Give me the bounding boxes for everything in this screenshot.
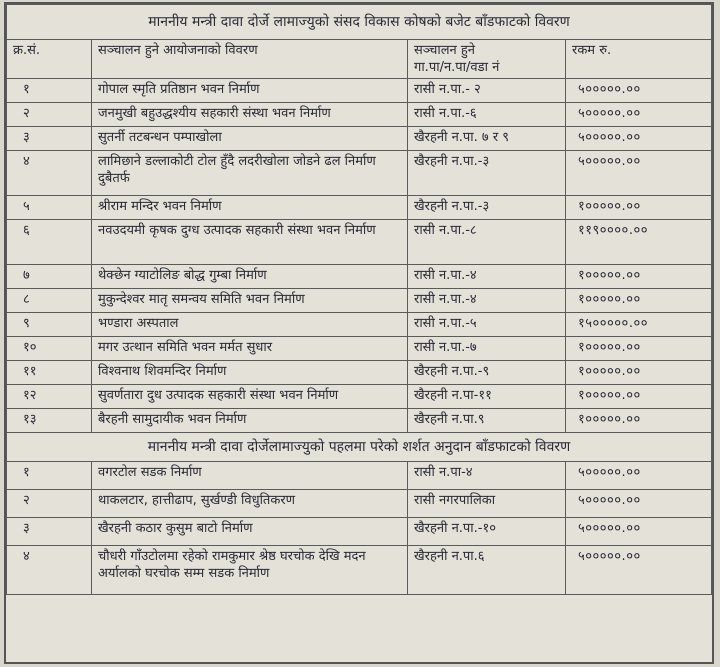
cell-project: सुतर्नी तटबन्धन पम्पाखोला	[92, 127, 408, 151]
cell-location: खैरहनी न.पा.-९	[408, 361, 566, 385]
cell-sn: १२	[7, 385, 92, 409]
cell-project: नवउदयमी कृषक दुग्ध उत्पादक सहकारी संस्था भवन निर्माण	[92, 220, 408, 265]
cell-project: गोपाल स्मृति प्रतिष्ठान भवन निर्माण	[92, 79, 408, 103]
cell-sn: ११	[7, 361, 92, 385]
cell-amount: ११९००००.००	[566, 220, 712, 265]
cell-amount: १०००००.००	[566, 289, 712, 313]
cell-amount: ५०००००.००	[566, 490, 712, 518]
header-sn: क्र.सं.	[7, 40, 92, 79]
table-row	[7, 151, 712, 196]
cell-location: खैरहनी न.पा-११	[408, 385, 566, 409]
cell-sn: ७	[7, 265, 92, 289]
section-one-body	[7, 79, 712, 433]
table-row	[7, 265, 712, 289]
cell-sn: ५	[7, 196, 92, 220]
cell-sn: ९	[7, 313, 92, 337]
cell-project: श्रीराम मन्दिर भवन निर्माण	[92, 196, 408, 220]
budget-table	[6, 4, 712, 595]
table-row	[7, 385, 712, 409]
header-location-line1: सञ्चालन हुने	[414, 43, 476, 58]
cell-project: जनमुखी बहुउद्धश्यीय सहकारी संस्था भवन निर्माण	[92, 103, 408, 127]
cell-location: खैरहनी न.पा.-१०	[408, 518, 566, 546]
cell-sn: ४	[7, 151, 92, 196]
cell-sn: २	[7, 103, 92, 127]
table-row	[7, 313, 712, 337]
cell-location: रासी न.पा.-८	[408, 220, 566, 265]
cell-amount: १०००००.००	[566, 361, 712, 385]
cell-amount: ५०००००.००	[566, 103, 712, 127]
table-title: माननीय मन्त्री दावा दोर्जे लामाज्युको संसद विकास कोषको बजेट बाँडफाटको विवरण	[7, 5, 712, 40]
cell-location: रासी नगरपालिका	[408, 490, 566, 518]
header-location-line2: गा.पा/न.पा/वडा नं	[414, 60, 500, 75]
table-row	[7, 127, 712, 151]
cell-amount: ५०००००.००	[566, 151, 712, 196]
cell-location: खैरहनी न.पा.९	[408, 409, 566, 433]
cell-project: भण्डारा अस्पताल	[92, 313, 408, 337]
cell-location: रासी न.पा-४	[408, 462, 566, 490]
header-location	[408, 40, 566, 79]
cell-sn: २	[7, 490, 92, 518]
cell-amount: ५०००००.००	[566, 127, 712, 151]
cell-sn: १	[7, 462, 92, 490]
cell-location: रासी न.पा.-७	[408, 337, 566, 361]
cell-project: थाकलटार, हात्तीढाप, सुर्खण्डी विधुतिकरण	[92, 490, 408, 518]
cell-sn: १	[7, 79, 92, 103]
cell-amount: १०००००.००	[566, 337, 712, 361]
cell-sn: ३	[7, 518, 92, 546]
budget-sheet	[4, 2, 714, 664]
cell-sn: १०	[7, 337, 92, 361]
cell-project: विश्वनाथ शिवमन्दिर निर्माण	[92, 361, 408, 385]
cell-project: बैरहनी सामुदायीक भवन निर्माण	[92, 409, 408, 433]
cell-project: मुकुन्देश्वर मातृ समन्वय समिति भवन निर्माण	[92, 289, 408, 313]
table-row	[7, 546, 712, 595]
cell-amount: १०००००.००	[566, 385, 712, 409]
cell-amount: १०००००.००	[566, 196, 712, 220]
cell-sn: ३	[7, 127, 92, 151]
cell-location: रासी न.पा.-४	[408, 289, 566, 313]
cell-location: रासी न.पा.- २	[408, 79, 566, 103]
cell-amount: १०००००.००	[566, 265, 712, 289]
table-row	[7, 103, 712, 127]
cell-project: थेक्छेन ग्याटोलिङ बोद्ध गुम्बा निर्माण	[92, 265, 408, 289]
cell-sn: ६	[7, 220, 92, 265]
cell-amount: १५०००००.००	[566, 313, 712, 337]
cell-project: खैरहनी कठार कुसुम बाटो निर्माण	[92, 518, 408, 546]
cell-project: मगर उत्थान समिति भवन मर्मत सुधार	[92, 337, 408, 361]
table-row	[7, 196, 712, 220]
table-row	[7, 289, 712, 313]
cell-sn: १३	[7, 409, 92, 433]
cell-project: लामिछाने डल्लाकोटी टोल हुँदै लदरीखोला जोडने ढल निर्माण दुबैतर्फ	[92, 151, 408, 196]
section-subtitle: माननीय मन्त्री दावा दोर्जेलामाज्युको पहलमा परेको शर्शत अनुदान बाँडफाटको विवरण	[7, 433, 712, 462]
cell-project: सुवर्णतारा दुध उत्पादक सहकारी संस्था भवन निर्माण	[92, 385, 408, 409]
cell-amount: ५०००००.००	[566, 518, 712, 546]
section-two-body	[7, 462, 712, 595]
cell-project: वगरटोल सडक निर्माण	[92, 462, 408, 490]
table-row	[7, 518, 712, 546]
cell-location: खैरहनी न.पा.-३	[408, 196, 566, 220]
table-row	[7, 337, 712, 361]
cell-amount: १०००००.००	[566, 409, 712, 433]
cell-sn: ८	[7, 289, 92, 313]
table-row	[7, 490, 712, 518]
cell-location: रासी न.पा.-४	[408, 265, 566, 289]
table-row	[7, 462, 712, 490]
header-project: सञ्चालन हुने आयोजनाको विवरण	[92, 40, 408, 79]
table-row	[7, 409, 712, 433]
table-row	[7, 361, 712, 385]
cell-amount: ५०००००.००	[566, 546, 712, 595]
table-row	[7, 79, 712, 103]
cell-project: चौधरी गाँउटोलमा रहेको रामकुमार श्रेष्ठ घरचोक देखि मदन अर्यालको घरचोक सम्म सडक निर्माण	[92, 546, 408, 595]
cell-location: खैरहनी न.पा.६	[408, 546, 566, 595]
cell-location: रासी न.पा.-६	[408, 103, 566, 127]
table-row	[7, 220, 712, 265]
cell-location: खैरहनी न.पा. ७ र ९	[408, 127, 566, 151]
header-amount: रकम रु.	[566, 40, 712, 79]
cell-location: खैरहनी न.पा.-३	[408, 151, 566, 196]
cell-amount: ५०००००.००	[566, 462, 712, 490]
cell-sn: ४	[7, 546, 92, 595]
header-row	[7, 40, 712, 79]
cell-amount: ५०००००.००	[566, 79, 712, 103]
cell-location: रासी न.पा.-५	[408, 313, 566, 337]
